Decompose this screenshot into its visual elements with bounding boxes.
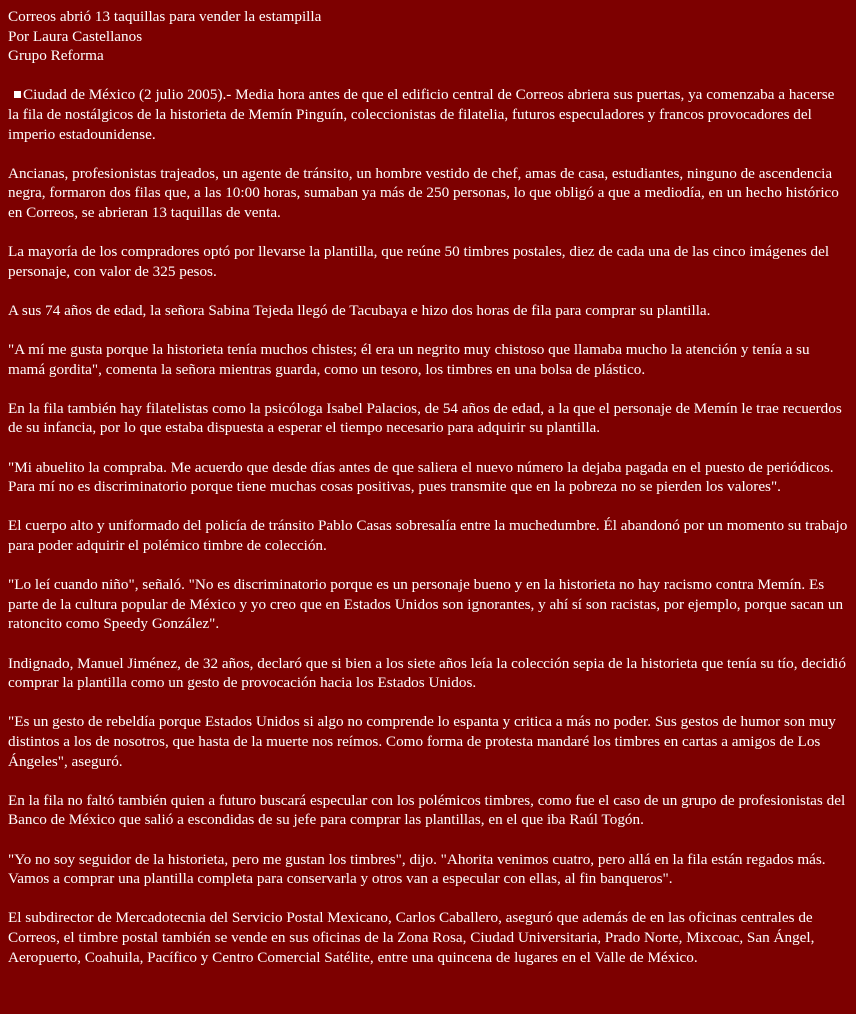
paragraph-11: En la fila no faltó también quien a futuro buscará especular con los polémicos timbres, como fue el caso de un grupo de profesionistas del Banco de México que salió a escondidas de su jefe para comprar las plantillas, en el que iba Raúl Togón. <box>8 791 846 829</box>
paragraph-9: Indignado, Manuel Jiménez, de 32 años, declaró que si bien a los siete años leía la colección sepia de la historieta que tenía su tío, decidió comprar la plantilla como un gesto de provocación hacia los Estados Unidos. <box>8 654 846 692</box>
headline: Correos abrió 13 taquillas para vender la estampilla <box>8 8 322 25</box>
article-header <box>8 7 848 66</box>
paragraph-4: "A mí me gusta porque la historieta tenía muchos chistes; él era un negrito muy chistoso que llamaba mucho la atención y tenía a su mamá gordita", comenta la señora mientras guarda, como un tesoro, los timbres en una bolsa de plástico. <box>8 341 810 378</box>
article-body <box>8 164 848 967</box>
paragraph-5: En la fila también hay filatelistas como la psicóloga Isabel Palacios, de 54 años de edad, a la que el personaje de Memín le trae recuerdos de su infancia, por lo que estaba dispuesta a esperar el tiempo necesario para adquirir su plantilla. <box>8 399 842 437</box>
paragraph-3: A sus 74 años de edad, la señora Sabina Tejeda llegó de Tacubaya e hizo dos horas de fila para comprar su plantilla. <box>8 301 711 319</box>
header-spacer <box>8 66 848 86</box>
paragraph-6: "Mi abuelito la compraba. Me acuerdo que desde días antes de que saliera el nuevo número la dejaba pagada en el puesto de periódicos. Para mí no es discriminatorio porque tiene muchas cosas positivas, pues transmite que en la pobreza no se pierden los valores". <box>8 458 834 496</box>
outlet-name: Grupo Reforma <box>8 47 104 65</box>
paragraph-8: "Lo leí cuando niño", señaló. "No es discriminatorio porque es un personaje bueno y en la historieta no hay racismo contra Memín. Es parte de la cultura popular de México y yo creo que en Estados Unidos son ignorantes, y ahí sí son racistas, por ejemplo, porque sacan un ratoncito como Speedy González". <box>8 576 844 633</box>
paragraph-7: El cuerpo alto y uniformado del policía de tránsito Pablo Casas sobresalía entre la muchedumbre. Él abandonó por un momento su trabajo para poder adquirir el polémico timbre de colección. <box>8 517 848 555</box>
square-bullet-icon <box>14 91 21 98</box>
paragraph-1: Ancianas, profesionistas trajeados, un agente de tránsito, un hombre vestido de chef, amas de casa, estudiantes, ninguno de ascendencia negra, formaron dos filas que, a las 10:00 horas, sumaban ya más de 250 personas, lo que obligó a que a mediodía, en un hecho histórico en Correos, se abrieran 13 taquillas de venta. <box>8 164 839 221</box>
paragraph-2: La mayoría de los compradores optó por llevarse la plantilla, que reúne 50 timbres postales, diez de cada una de las cinco imágenes del personaje, con valor de 325 pesos. <box>8 243 830 280</box>
lead-paragraph <box>8 85 848 144</box>
paragraph-12: "Yo no soy seguidor de la historieta, pero me gustan los timbres", dijo. "Ahorita venimos cuatro, pero allá en la fila están regados más. Vamos a comprar una plantilla completa para conservarla y otros van a especular con ellas, al fin banqueros". <box>8 850 826 888</box>
paragraph-13: El subdirector de Mercadotecnia del Servicio Postal Mexicano, Carlos Caballero, aseguró que además de en las oficinas centrales de Correos, el timbre postal también se vende en sus oficinas de la Zona Rosa, Ciudad Universitaria, Prado Norte, Mixcoac, San Ángel, Aeropuerto, Coahuila, Pacífico y Centro Comercial Satélite, entre una quincena de lugares en el Valle de México. <box>8 909 815 966</box>
paragraph-10: "Es un gesto de rebeldía porque Estados Unidos si algo no comprende lo espanta y critica a más no poder. Sus gestos de humor son muy distintos a los de nosotros, que hasta de la muerte nos reímos. Como forma de protesta mandaré los timbres en cartas a amigos de Los Ángeles", aseguró. <box>8 713 836 770</box>
byline: Por Laura Castellanos <box>8 27 143 45</box>
lead-text: Ciudad de México (2 julio 2005).- Media hora antes de que el edificio central de Correos abriera sus puertas, ya comenzaba a hacerse la fila de nostálgicos de la historieta de Memín Pinguín, coleccionistas de filatelia, futuros especuladores y francos provocadores del imperio estadounidense. <box>8 86 835 143</box>
